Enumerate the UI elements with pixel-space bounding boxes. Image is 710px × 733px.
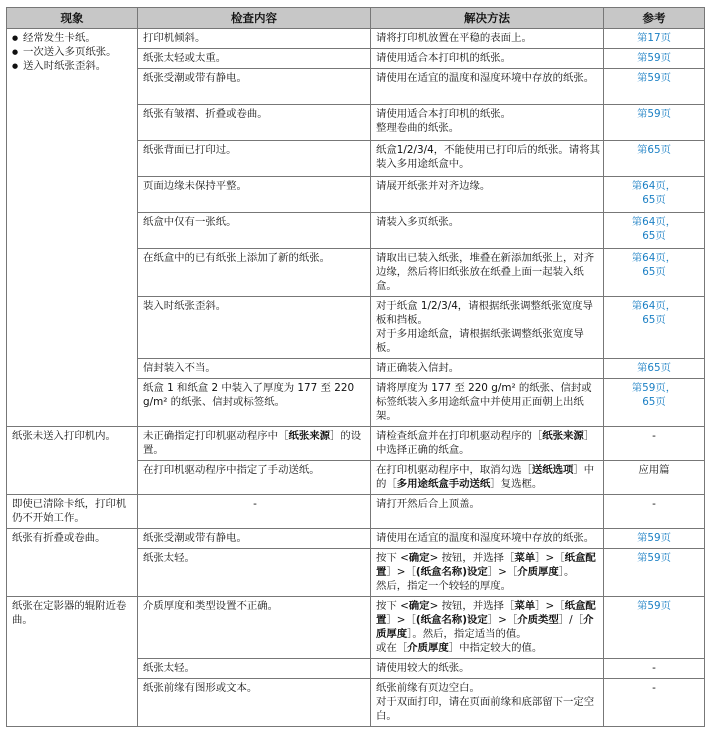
check-cell: 纸张有皱褶、折叠或卷曲。 xyxy=(138,105,371,141)
fix-line: 纸张前缘有页边空白。 xyxy=(376,682,480,694)
symptom-item: ● 一次送入多页纸张。 xyxy=(12,45,134,59)
reference-link[interactable] xyxy=(604,177,705,213)
check-cell: 纸张太轻。 xyxy=(138,549,371,597)
symptom-cell: 即使已清除卡纸，打印机仍不开始工作。 xyxy=(7,495,138,529)
symptom-item: ● 经常发生卡纸。 xyxy=(12,31,134,45)
check-cell: 纸盒 1 和纸盒 2 中装入了厚度为 177 至 220 g/m² 的纸张、信封或标签纸。 xyxy=(138,379,371,427)
header-check: 检查内容 xyxy=(138,8,371,29)
check-cell: 信封装入不当。 xyxy=(138,359,371,379)
table-row xyxy=(7,427,705,461)
reference-link[interactable] xyxy=(604,379,705,427)
check-cell: 在纸盒中的已有纸张上添加了新的纸张。 xyxy=(138,249,371,297)
fix-cell xyxy=(371,679,604,727)
reference-link[interactable] xyxy=(604,213,705,249)
reference-link[interactable]: 第59页 xyxy=(604,597,705,659)
fix-cell: 请正确装入信封。 xyxy=(371,359,604,379)
header-row xyxy=(7,8,705,29)
table-row xyxy=(7,529,705,549)
reference-line[interactable]: 65页 xyxy=(642,314,666,326)
reference-cell: - xyxy=(604,659,705,679)
reference-link[interactable]: 第59页 xyxy=(604,529,705,549)
reference-cell: - xyxy=(604,495,705,529)
fix-cell: 按下 <确定> 按钮，并选择［菜单］>［纸盒配置］>［(纸盒名称)设定］>［介质类型］/［介质厚度］。然后，指定适当的值。 或在［介质厚度］中指定较大的值。 xyxy=(371,597,604,659)
check-cell: 介质厚度和类型设置不正确。 xyxy=(138,597,371,659)
check-cell: 页面边缘未保持平整。 xyxy=(138,177,371,213)
header-fix: 解决方法 xyxy=(371,8,604,29)
reference-link[interactable] xyxy=(604,297,705,359)
check-cell: 在打印机驱动程序中指定了手动送纸。 xyxy=(138,461,371,495)
reference-line[interactable]: 第64页， xyxy=(631,252,677,264)
reference-line[interactable]: 65页 xyxy=(642,266,666,278)
check-cell: 纸盒中仅有一张纸。 xyxy=(138,213,371,249)
fix-cell: 请使用在适宜的温度和湿度环境中存放的纸张。 xyxy=(371,69,604,105)
symptom-cell xyxy=(7,29,138,427)
fix-cell: 请打开然后合上顶盖。 xyxy=(371,495,604,529)
reference-line[interactable]: 65页 xyxy=(642,396,666,408)
fix-line: 对于纸盒 1/2/3/4，请根据纸张调整纸张宽度导板和挡板。 xyxy=(376,300,593,326)
symptom-cell: 纸张有折叠或卷曲。 xyxy=(7,529,138,597)
fix-cell: 请将厚度为 177 至 220 g/m² 的纸张、信封或标签纸装入多用途纸盒中并使用正面朝上出纸架。 xyxy=(371,379,604,427)
reference-link[interactable]: 第65页 xyxy=(604,141,705,177)
reference-line[interactable]: 第64页， xyxy=(631,300,677,312)
check-cell: 装入时纸张歪斜。 xyxy=(138,297,371,359)
fix-cell: 纸盒1/2/3/4，不能使用已打印后的纸张。请将其装入多用途纸盒中。 xyxy=(371,141,604,177)
fix-cell: 请将打印机放置在平稳的表面上。 xyxy=(371,29,604,49)
fix-cell: 请使用较大的纸张。 xyxy=(371,659,604,679)
check-cell: 纸张背面已打印过。 xyxy=(138,141,371,177)
reference-cell: 应用篇 xyxy=(604,461,705,495)
reference-link[interactable]: 第59页 xyxy=(604,105,705,141)
symptom-cell: 纸张在定影器的辊附近卷曲。 xyxy=(7,597,138,727)
fix-cell: 请展开纸张并对齐边缘。 xyxy=(371,177,604,213)
reference-link[interactable]: 第59页 xyxy=(604,549,705,597)
fix-line: 对于双面打印，请在页面前缘和底部留下一定空白。 xyxy=(376,696,595,722)
fix-cell: 请装入多页纸张。 xyxy=(371,213,604,249)
header-reference: 参考 xyxy=(604,8,705,29)
reference-line[interactable]: 第64页， xyxy=(631,180,677,192)
troubleshooting-table xyxy=(6,7,705,727)
fix-cell xyxy=(371,105,604,141)
reference-line[interactable]: 65页 xyxy=(642,194,666,206)
fix-cell: 请使用适合本打印机的纸张。 xyxy=(371,49,604,69)
check-cell: 纸张受潮或带有静电。 xyxy=(138,69,371,105)
check-cell: 打印机倾斜。 xyxy=(138,29,371,49)
fix-line: 整理卷曲的纸张。 xyxy=(376,122,460,134)
fix-line: 对于多用途纸盒，请根据纸张调整纸张宽度导板。 xyxy=(376,328,584,354)
fix-cell xyxy=(371,297,604,359)
check-cell: 纸张太轻。 xyxy=(138,659,371,679)
symptom-item: ● 送入时纸张歪斜。 xyxy=(12,59,134,73)
fix-cell: 请使用在适宜的温度和湿度环境中存放的纸张。 xyxy=(371,529,604,549)
check-cell: 纸张受潮或带有静电。 xyxy=(138,529,371,549)
fix-cell: 请取出已装入纸张，堆叠在新添加纸张上，对齐边缘，然后将旧纸张放在纸叠上面一起装入纸盒。 xyxy=(371,249,604,297)
reference-link[interactable]: 第65页 xyxy=(604,359,705,379)
check-cell: 纸张前缘有图形或文本。 xyxy=(138,679,371,727)
reference-line[interactable]: 第64页， xyxy=(631,216,677,228)
reference-link[interactable]: 第59页 xyxy=(604,49,705,69)
check-cell: 未正确指定打印机驱动程序中［纸张来源］的设置。 xyxy=(138,427,371,461)
reference-cell: - xyxy=(604,679,705,727)
reference-link[interactable]: 第59页 xyxy=(604,69,705,105)
symptom-cell: 纸张未送入打印机内。 xyxy=(7,427,138,495)
header-symptom: 现象 xyxy=(7,8,138,29)
fix-line: 请使用适合本打印机的纸张。 xyxy=(376,108,512,120)
table-row xyxy=(7,29,705,49)
table-row xyxy=(7,597,705,659)
check-cell: - xyxy=(138,495,371,529)
reference-line[interactable]: 65页 xyxy=(642,230,666,242)
table-row xyxy=(7,495,705,529)
fix-cell: 请检查纸盒并在打印机驱动程序的［纸张来源］中选择正确的纸盒。 xyxy=(371,427,604,461)
reference-link[interactable] xyxy=(604,249,705,297)
check-cell: 纸张太轻或太重。 xyxy=(138,49,371,69)
fix-cell: 在打印机驱动程序中，取消勾选［送纸选项］中的［多用途纸盒手动送纸］复选框。 xyxy=(371,461,604,495)
reference-line[interactable]: 第59页， xyxy=(631,382,677,394)
reference-cell: - xyxy=(604,427,705,461)
reference-link[interactable]: 第17页 xyxy=(604,29,705,49)
fix-cell: 按下 <确定> 按钮，并选择［菜单］>［纸盒配置］>［(纸盒名称)设定］>［介质厚度］。 然后，指定一个较轻的厚度。 xyxy=(371,549,604,597)
